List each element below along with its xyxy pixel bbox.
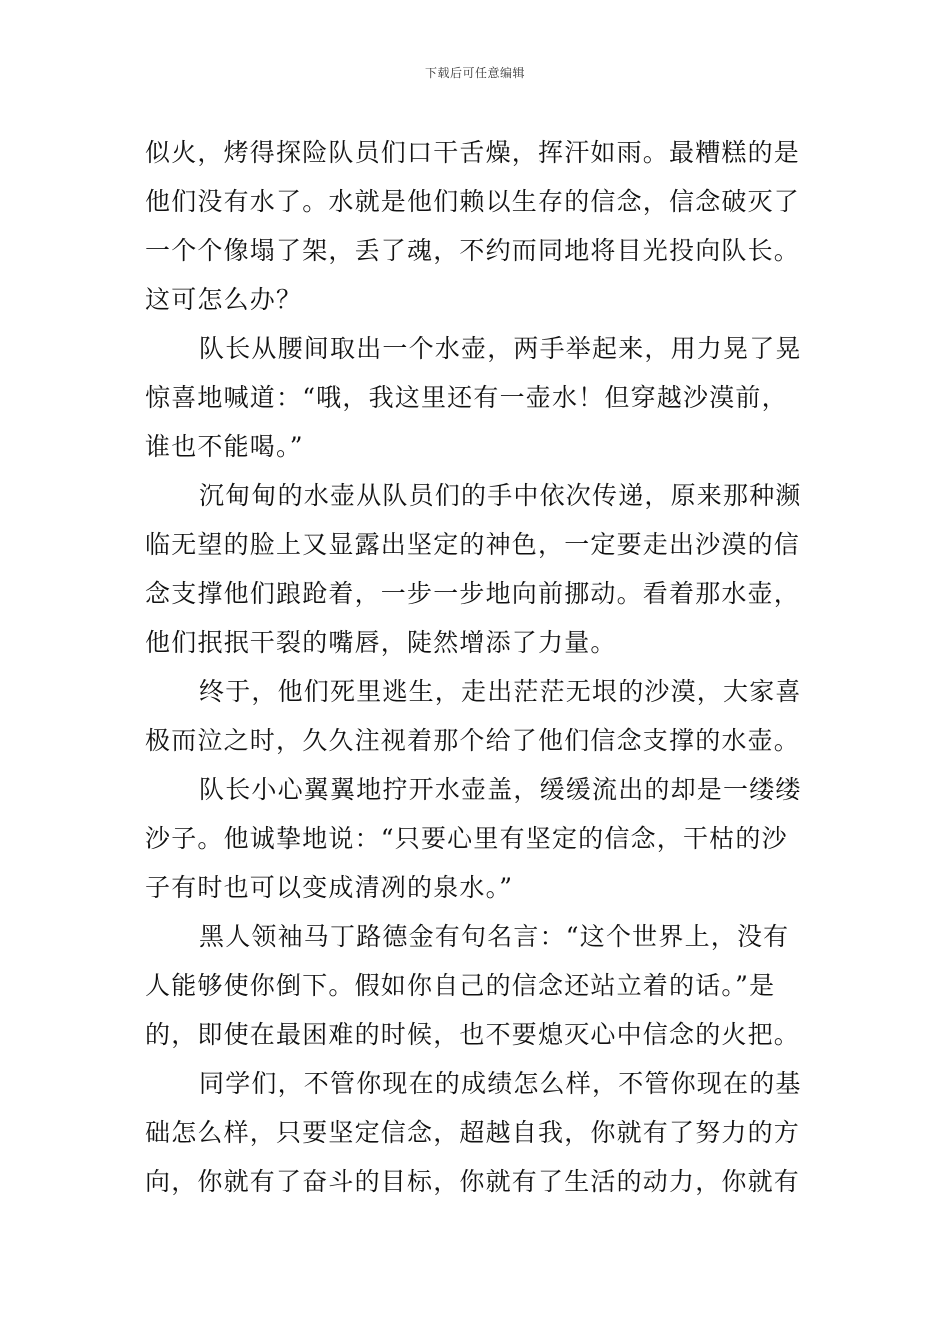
text-line: 念支撑他们踉跄着，一步一步地向前挪动。看着那水壶， <box>145 579 801 608</box>
text-line: 极而泣之时，久久注视着那个给了他们信念支撑的水壶。 <box>145 726 801 755</box>
text-line: 人能够使你倒下。假如你自己的信念还站立着的话。”是 <box>145 971 776 1000</box>
text-line: 的，即使在最困难的时候，也不要熄灭心中信念的火把。 <box>145 1020 801 1049</box>
text-line: 这可怎么办？ <box>145 285 303 314</box>
page-header: 下载后可任意编辑 <box>424 66 525 80</box>
text-line: 一个个像塌了架，丢了魂，不约而同地将目光投向队长。 <box>145 236 801 265</box>
text-line: 谁也不能喝。” <box>145 432 304 461</box>
paragraph-start-line: 沉甸甸的水壶从队员们的手中依次传递，原来那种濒 <box>199 481 802 510</box>
text-line: 他们抿抿干裂的嘴唇，陡然增添了力量。 <box>145 628 617 657</box>
paragraph-start-line: 黑人领袖马丁路德金有句名言：“这个世界上，没有 <box>199 922 790 951</box>
paragraph-start-line: 队长小心翼翼地拧开水壶盖，缓缓流出的却是一缕缕 <box>199 775 802 804</box>
body-text <box>145 128 807 1206</box>
paragraph-start-line: 队长从腰间取出一个水壶，两手举起来，用力晃了晃 <box>199 334 802 363</box>
text-line: 子有时也可以变成清冽的泉水。” <box>145 873 514 902</box>
text-line: 他们没有水了。水就是他们赖以生存的信念，信念破灭了 <box>145 187 801 216</box>
text-line: 惊喜地喊道：“哦，我这里还有一壶水！但穿越沙漠前， <box>145 383 788 412</box>
paragraph-start-line: 终于，他们死里逃生，走出茫茫无垠的沙漠，大家喜 <box>199 677 802 706</box>
text-line: 似火，烤得探险队员们口干舌燥，挥汗如雨。最糟糕的是 <box>145 138 801 167</box>
text-line: 沙子。他诚挚地说：“只要心里有坚定的信念，干枯的沙 <box>145 824 788 853</box>
text-line: 临无望的脸上又显露出坚定的神色，一定要走出沙漠的信 <box>145 530 801 559</box>
text-line: 向，你就有了奋斗的目标，你就有了生活的动力，你就有 <box>145 1167 801 1196</box>
text-line: 础怎么样，只要坚定信念，超越自我，你就有了努力的方 <box>145 1118 801 1147</box>
paragraph-start-line: 同学们，不管你现在的成绩怎么样，不管你现在的基 <box>199 1069 802 1098</box>
